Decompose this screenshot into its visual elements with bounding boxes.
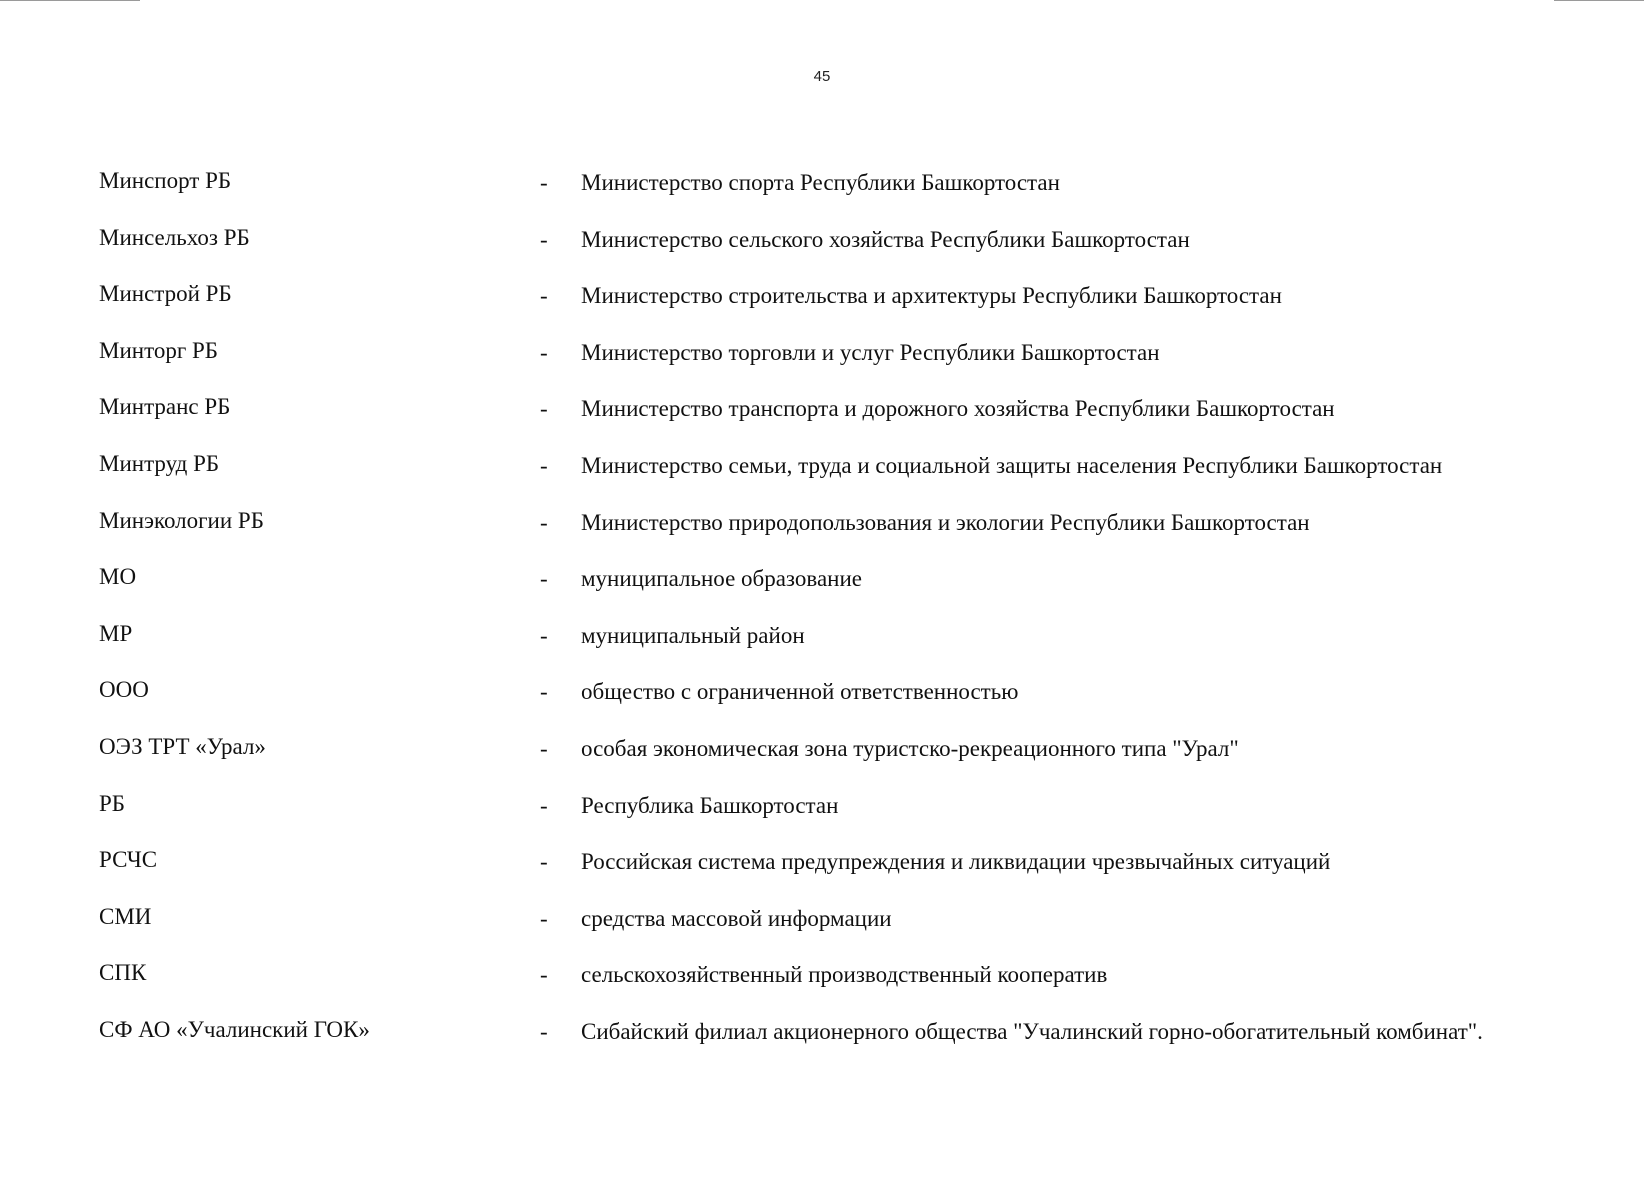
abbreviation-term: СФ АО «Учалинский ГОК» xyxy=(99,1016,370,1042)
abbreviation-term: Минстрой РБ xyxy=(99,281,232,307)
abbreviation-definition: особая экономическая зона туристско-рекреационного типа "Урал" xyxy=(581,735,1239,761)
abbreviation-definition: Министерство сельского хозяйства Республики Башкортостан xyxy=(581,226,1190,252)
abbreviation-separator: - xyxy=(540,849,548,875)
abbreviation-definition: Министерство строительства и архитектуры Республики Башкортостан xyxy=(581,283,1282,309)
abbreviation-row xyxy=(0,160,1644,217)
abbreviation-row xyxy=(0,726,1644,783)
abbreviation-term: СПК xyxy=(99,960,147,986)
abbreviation-term: Минторг РБ xyxy=(99,337,218,363)
abbreviation-separator: - xyxy=(540,905,548,931)
abbreviation-row xyxy=(0,330,1644,387)
abbreviation-definition: Российская система предупреждения и ликвидации чрезвычайных ситуаций xyxy=(581,849,1331,875)
abbreviation-separator: - xyxy=(540,1018,548,1044)
abbreviation-term: СМИ xyxy=(99,903,152,929)
abbreviation-definition: средства массовой информации xyxy=(581,905,892,931)
abbreviation-separator: - xyxy=(540,396,548,422)
abbreviation-definition: общество с ограниченной ответственностью xyxy=(581,679,1019,705)
abbreviation-term: ОЭЗ ТРТ «Урал» xyxy=(99,733,266,759)
abbreviation-separator: - xyxy=(540,566,548,592)
page-number: 45 xyxy=(813,68,831,85)
abbreviation-definition: Министерство транспорта и дорожного хозяйства Республики Башкортостан xyxy=(581,396,1335,422)
abbreviation-row xyxy=(0,952,1644,1009)
abbreviation-row xyxy=(0,273,1644,330)
abbreviation-term: ООО xyxy=(99,677,149,703)
abbreviation-definition: сельскохозяйственный производственный кооператив xyxy=(581,962,1108,988)
abbreviation-term: Минтранс РБ xyxy=(99,394,231,420)
abbreviation-definition: муниципальное образование xyxy=(581,566,862,592)
abbreviation-row xyxy=(0,217,1644,274)
abbreviation-row xyxy=(0,1009,1644,1066)
abbreviation-separator: - xyxy=(540,170,548,195)
abbreviation-separator: - xyxy=(540,283,548,309)
scan-edge-right xyxy=(1554,0,1644,1)
abbreviation-row xyxy=(0,500,1644,557)
abbreviation-separator: - xyxy=(540,452,548,478)
abbreviation-term: МР xyxy=(99,620,133,646)
abbreviation-definition: Республика Башкортостан xyxy=(581,792,839,818)
abbreviation-row xyxy=(0,896,1644,953)
abbreviation-row xyxy=(0,669,1644,726)
abbreviation-separator: - xyxy=(540,962,548,988)
abbreviation-row xyxy=(0,443,1644,500)
abbreviation-row xyxy=(0,386,1644,443)
abbreviation-list xyxy=(0,160,1644,1066)
abbreviation-row xyxy=(0,556,1644,613)
scan-edge-left xyxy=(0,0,140,1)
abbreviation-term: РБ xyxy=(99,790,125,816)
abbreviation-term: Минтруд РБ xyxy=(99,450,220,476)
abbreviation-term: Минэкологии РБ xyxy=(99,507,264,533)
abbreviation-definition: Сибайский филиал акционерного общества "Учалинский горно-обогатительный комбинат". xyxy=(581,1018,1483,1044)
abbreviation-row xyxy=(0,783,1644,840)
abbreviation-row xyxy=(0,613,1644,670)
abbreviation-term: Минспорт РБ xyxy=(99,168,232,193)
abbreviation-term: МО xyxy=(99,564,137,590)
abbreviation-definition: Министерство спорта Республики Башкортостан xyxy=(581,170,1060,195)
abbreviation-separator: - xyxy=(540,792,548,818)
abbreviation-row xyxy=(0,839,1644,896)
abbreviation-separator: - xyxy=(540,509,548,535)
abbreviation-term: РСЧС xyxy=(99,847,158,873)
abbreviation-separator: - xyxy=(540,622,548,648)
abbreviation-separator: - xyxy=(540,735,548,761)
abbreviation-separator: - xyxy=(540,226,548,252)
abbreviation-separator: - xyxy=(540,679,548,705)
abbreviation-definition: Министерство семьи, труда и социальной защиты населения Республики Башкортостан xyxy=(581,452,1443,478)
abbreviation-definition: Министерство природопользования и экологии Республики Башкортостан xyxy=(581,509,1310,535)
abbreviation-definition: муниципальный район xyxy=(581,622,805,648)
abbreviation-term: Минсельхоз РБ xyxy=(99,224,250,250)
abbreviation-separator: - xyxy=(540,339,548,365)
abbreviation-definition: Министерство торговли и услуг Республики Башкортостан xyxy=(581,339,1160,365)
